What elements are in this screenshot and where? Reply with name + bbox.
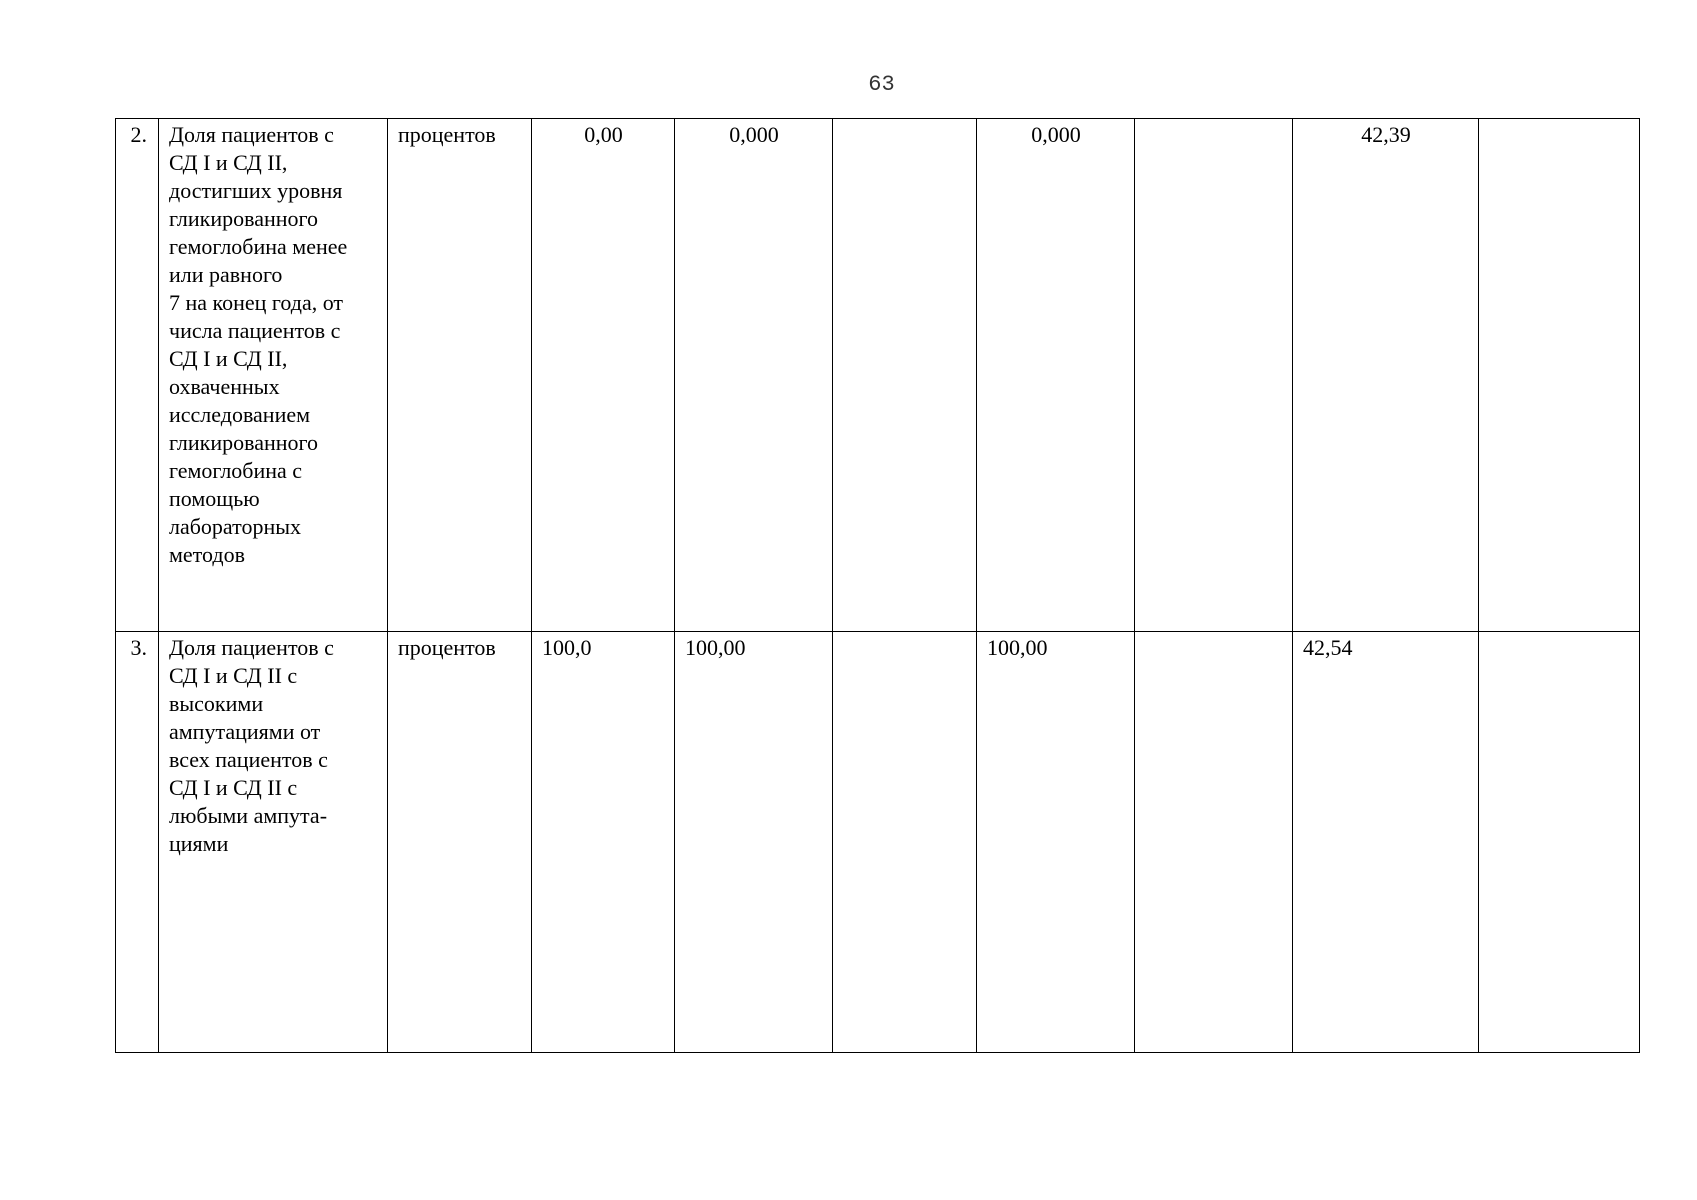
unit-cell: процентов (388, 119, 532, 632)
indicator-description: Доля пациентов с СД I и СД II, достигших уровня гликированного гемоглобина менее или равного 7 на конец года, от числа пациентов с СД I и СД II, охваченных исследованием гликированного гемоглобина с помощью лабораторных методов (159, 119, 388, 632)
unit-cell: процентов (388, 632, 532, 1053)
value-cell: 100,00 (977, 632, 1135, 1053)
table-row (116, 632, 1640, 1053)
value-cell (1135, 632, 1293, 1053)
row-number: 2. (116, 119, 159, 632)
value-cell (833, 119, 977, 632)
value-cell: 42,39 (1293, 119, 1479, 632)
indicator-description: Доля пациентов с СД I и СД II с высокими ампутациями от всех пациентов с СД I и СД II с любыми ампута- циями (159, 632, 388, 1053)
value-cell: 100,0 (532, 632, 675, 1053)
value-cell: 42,54 (1293, 632, 1479, 1053)
value-cell (1479, 119, 1640, 632)
table-row (116, 119, 1640, 632)
value-cell (1135, 119, 1293, 632)
value-cell: 0,00 (532, 119, 675, 632)
value-cell (1479, 632, 1640, 1053)
value-cell: 0,000 (977, 119, 1135, 632)
value-cell: 100,00 (675, 632, 833, 1053)
value-cell: 0,000 (675, 119, 833, 632)
indicators-table (115, 118, 1640, 1053)
row-number: 3. (116, 632, 159, 1053)
value-cell (833, 632, 977, 1053)
page-number: 63 (868, 72, 895, 97)
